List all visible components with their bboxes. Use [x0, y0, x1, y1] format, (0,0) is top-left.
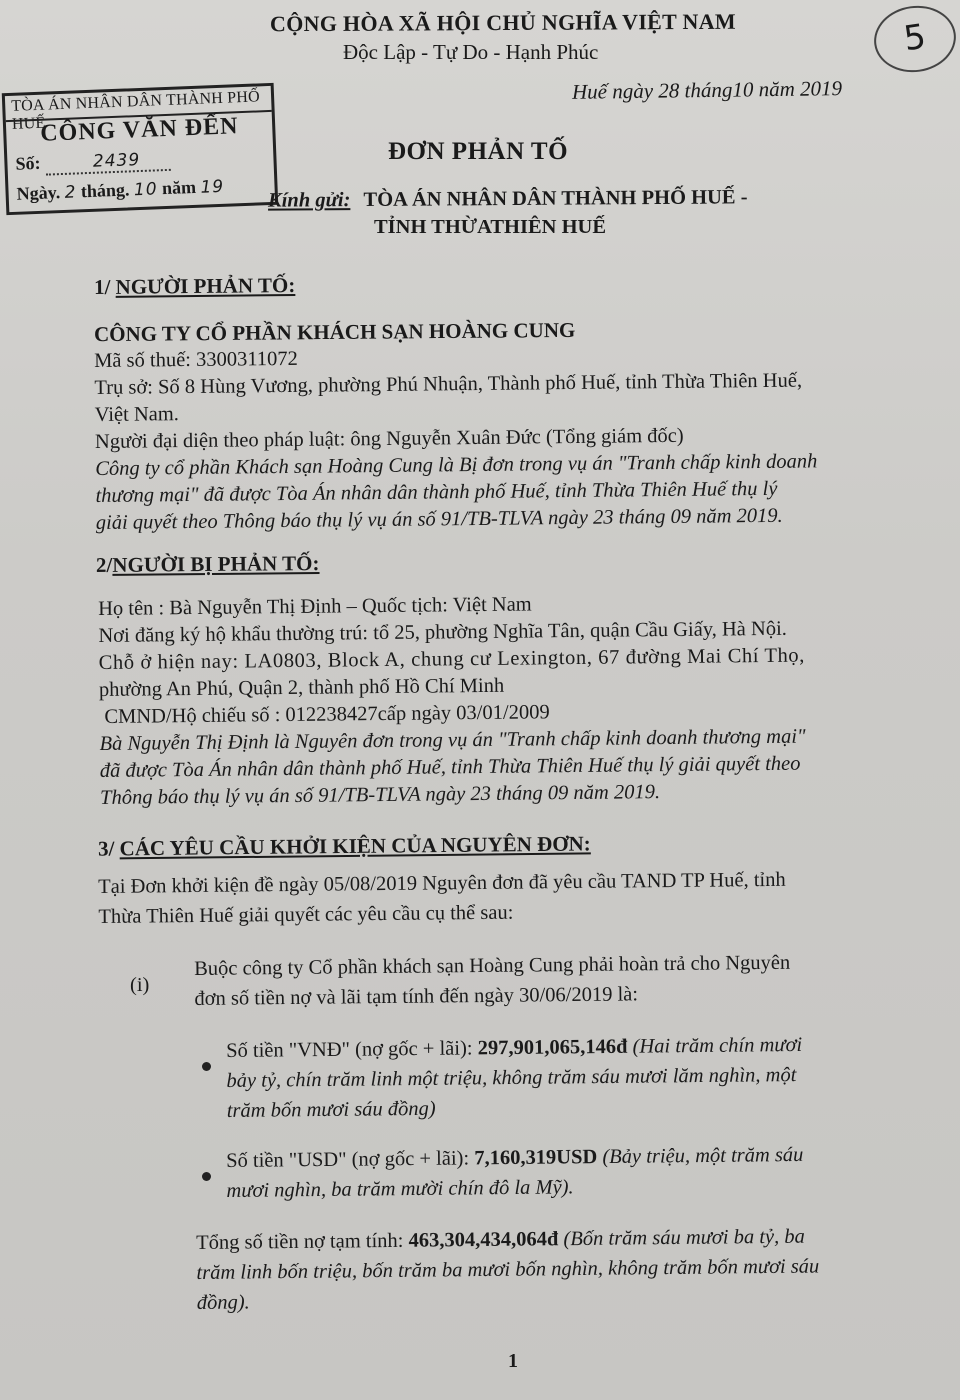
- stamp-date-month-label: tháng.: [80, 179, 130, 202]
- section-3-title: CÁC YÊU CẦU KHỞI KIỆN CỦA NGUYÊN ĐƠN:: [119, 831, 591, 861]
- bullet-vnd-words: bảy tỷ, chín trăm linh một triệu, không trăm sáu mươi lăm nghìn, một: [226, 1064, 797, 1092]
- intro-line: Thừa Thiên Huế giải quyết các yêu cầu cụ thể sau:: [98, 901, 514, 928]
- detail-line: thương mại" đã được Tòa Án nhân dân thành phố Huế, tỉnh Thừa Thiên Huế thụ lý: [95, 477, 778, 507]
- bullet-usd-words: mươi nghìn, ba trăm mười chín đô la Mỹ).: [226, 1176, 574, 1202]
- recipient-block: [268, 186, 748, 212]
- bullet-vnd-label: Số tiền "VNĐ" (nợ gốc + lãi):: [226, 1037, 478, 1062]
- detail-line: đã được Tòa Án nhân dân thành phố Huế, tỉnh Thừa Thiên Huế thụ lý giải quyết theo: [99, 752, 801, 782]
- section-1-details: [94, 340, 818, 537]
- bullet-dot: [202, 1172, 211, 1181]
- intro-line: Tại Đơn khởi kiện đề ngày 05/08/2019 Nguyên đơn đã yêu cầu TAND TP Huế, tỉnh: [98, 868, 786, 898]
- section-2-number: 2/: [95, 552, 113, 577]
- detail-line: Họ tên : Bà Nguyễn Thị Định – Quốc tịch: Việt Nam: [98, 593, 532, 620]
- page-mark: 5: [870, 1, 960, 78]
- section-3-heading: [98, 831, 591, 861]
- total-words: (Bốn trăm sáu mươi ba tỷ, ba: [558, 1225, 805, 1251]
- bullet-dot: [202, 1062, 211, 1071]
- stamp-title: CÔNG VĂN ĐẾN: [39, 113, 239, 147]
- recipient-line-2: TỈNH THỪATHIÊN HUẾ: [374, 216, 606, 238]
- stamp-number-value: 2439: [45, 149, 171, 176]
- section-1-heading: [94, 273, 296, 300]
- national-title: CỘNG HÒA XÃ HỘI CHỦ NGHĨA VIỆT NAM: [269, 8, 736, 37]
- total-block: [196, 1221, 820, 1318]
- item-text: [194, 948, 791, 1014]
- detail-line: CMND/Hộ chiếu số : 012238427cấp ngày 03/01/2009: [99, 701, 550, 728]
- bullet-vnd-words: (Hai trăm chín mươi: [627, 1033, 803, 1058]
- bullet-usd-words: (Bảy triệu, một trăm sáu: [597, 1143, 804, 1169]
- section-2-title: NGƯỜI BỊ PHẢN TỐ:: [112, 551, 320, 577]
- detail-line: Người đại diện theo pháp luật: ông Nguyễn Xuân Đức (Tổng giám đốc): [94, 424, 684, 453]
- detail-line: Công ty cổ phần Khách sạn Hoàng Cung là Bị đơn trong vụ án "Tranh chấp kinh doanh: [95, 450, 818, 480]
- total-label: Tổng số tiền nợ tạm tính:: [196, 1229, 409, 1254]
- date-line: Huế ngày 28 tháng10 năm 2019: [571, 76, 843, 104]
- received-stamp: [2, 83, 278, 215]
- recipient-line-1: TÒA ÁN NHÂN DÂN THÀNH PHỐ HUẾ -: [363, 186, 748, 212]
- detail-line: Việt Nam.: [94, 403, 179, 426]
- detail-line: giải quyết theo Thông báo thụ lý vụ án số 91/TB-TLVA ngày 23 tháng 09 năm 2019.: [95, 504, 783, 534]
- bullet-vnd: [226, 1030, 803, 1126]
- section-3-intro: [98, 865, 786, 932]
- bullet-usd-label: Số tiền "USD" (nợ gốc + lãi):: [226, 1147, 475, 1172]
- section-2-heading: [96, 551, 320, 578]
- total-words: đồng).: [196, 1291, 250, 1314]
- bullet-vnd-words: trăm bốn mươi sáu đồng): [226, 1097, 436, 1122]
- document-title: ĐƠN PHẢN TỐ: [388, 138, 569, 165]
- national-motto: Độc Lập - Tự Do - Hạnh Phúc: [343, 40, 599, 64]
- section-2-details: [98, 589, 807, 812]
- total-amount: 463,304,434,064đ: [408, 1228, 559, 1252]
- stamp-date-row: [16, 176, 224, 205]
- stamp-date-year-label: năm: [161, 176, 197, 199]
- detail-line: phường An Phú, Quận 2, thành phố Hồ Chí Minh: [98, 674, 505, 701]
- detail-line: Trụ sở: Số 8 Hùng Vương, phường Phú Nhuận, Thành phố Huế, tỉnh Thừa Thiên Huế,: [94, 369, 803, 399]
- page-number: 1: [508, 1350, 518, 1372]
- stamp-number-row: [15, 148, 170, 175]
- item-line: đơn số tiền nợ và lãi tạm tính đến ngày 30/06/2019 là:: [194, 983, 639, 1010]
- stamp-date-year: 19: [200, 176, 225, 198]
- detail-line: Chỗ ở hiện nay: LA0803, Block A, chung cư Lexington, 67 đường Mai Chí Thọ,: [98, 644, 806, 674]
- stamp-date-month: 10: [133, 179, 158, 201]
- section-3-number: 3/: [97, 836, 115, 861]
- stamp-date-day: 2: [64, 182, 77, 203]
- item-marker: (i): [130, 974, 150, 996]
- stamp-date-label: Ngày.: [16, 182, 61, 204]
- detail-line: Thông báo thụ lý vụ án số 91/TB-TLVA ngày 23 tháng 09 năm 2019.: [100, 781, 661, 809]
- total-words: trăm linh bốn triệu, bốn trăm ba mươi bốn nghìn, không trăm bốn mươi sáu: [196, 1255, 820, 1284]
- section-1-number: 1/: [93, 274, 111, 300]
- item-line: Buộc công ty Cổ phần khách sạn Hoàng Cung phải hoàn trả cho Nguyên: [194, 951, 791, 980]
- detail-line: Nơi đăng ký hộ khẩu thường trú: tổ 25, phường Nghĩa Tân, quận Cầu Giấy, Hà Nội.: [98, 617, 787, 647]
- detail-line: Bà Nguyễn Thị Định là Nguyên đơn trong vụ án "Tranh chấp kinh doanh thương mại": [99, 725, 806, 755]
- stamp-number-label: Số:: [15, 152, 41, 174]
- company-name: CÔNG TY CỔ PHẦN KHÁCH SẠN HOÀNG CUNG: [93, 317, 576, 347]
- bullet-usd: [226, 1140, 804, 1206]
- bullet-usd-amount: 7,160,319USD: [474, 1146, 598, 1170]
- stamp-court: TÒA ÁN NHÂN DÂN THÀNH PHỐ HUẾ: [10, 88, 261, 133]
- detail-line: Mã số thuế: 3300311072: [94, 347, 298, 372]
- section-1-title: NGƯỜI PHẢN TỐ:: [115, 272, 296, 299]
- bullet-vnd-amount: 297,901,065,146đ: [477, 1035, 628, 1060]
- recipient-label: Kính gửi:: [267, 189, 351, 212]
